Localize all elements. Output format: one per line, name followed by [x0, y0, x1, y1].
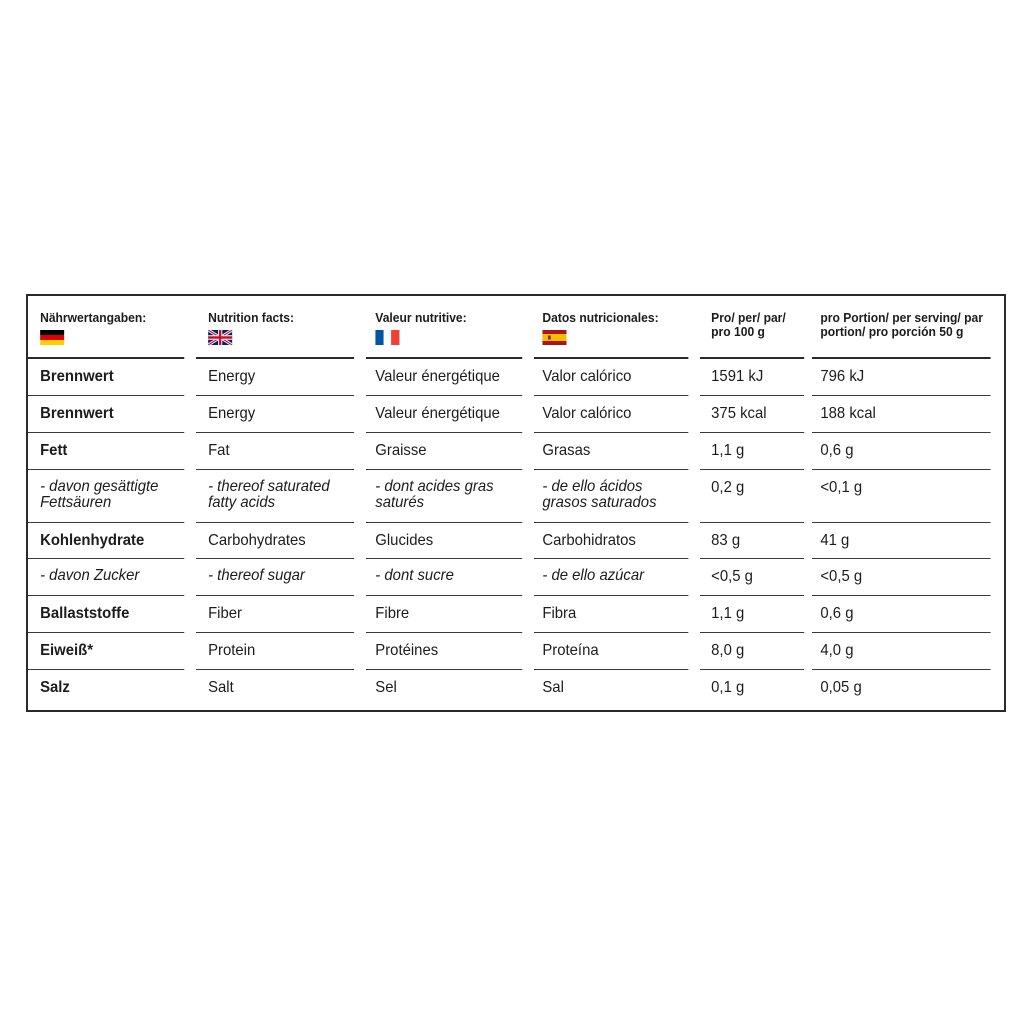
- row-value-per100: 0,1 g: [711, 679, 745, 696]
- row-value-per100: <0,5 g: [700, 559, 804, 596]
- row-label-en-line: fatty acids: [208, 494, 276, 511]
- row-label-es-line: Grasas: [542, 442, 591, 459]
- row-label-en-line: Protein: [208, 642, 256, 659]
- france-flag-icon: [375, 330, 399, 345]
- row-label-es: [534, 470, 688, 523]
- row-label-es-line: Sal: [542, 679, 564, 696]
- row-label-de: [28, 670, 184, 710]
- row-label-de-line: Eiweiß*: [40, 642, 94, 659]
- header-en: [196, 296, 354, 359]
- row-label-de: [28, 470, 184, 523]
- row-label-es-line: Valor calórico: [542, 368, 632, 385]
- row-label-fr-line: Graisse: [375, 442, 427, 459]
- row-label-en: [196, 559, 354, 596]
- row-value-portion: 4,0 g: [812, 633, 991, 670]
- row-label-fr-line: Valeur énergétique: [375, 368, 500, 385]
- row-label-es-line: - de ello azúcar: [542, 567, 645, 584]
- row-label-fr-line: - dont acides gras: [375, 478, 494, 495]
- row-label-fr-line: Glucides: [375, 532, 434, 549]
- row-label-es: [534, 559, 688, 596]
- row-label-es-line: grasos saturados: [542, 494, 657, 511]
- row-label-es-line: Proteína: [542, 642, 599, 659]
- nutrition-facts-table: [26, 294, 1006, 712]
- row-value-per100: 1,1 g: [700, 433, 804, 470]
- row-value-per100: 8,0 g: [700, 633, 804, 670]
- row-label-fr-line: Fibre: [375, 605, 410, 622]
- row-label-es: [534, 670, 688, 710]
- row-label-es-line: Carbohidratos: [542, 532, 636, 549]
- row-label-de-line: Brennwert: [40, 368, 114, 385]
- row-label-fr: [366, 396, 522, 433]
- row-value-portion: 188 kcal: [812, 396, 991, 433]
- row-label-en-line: Energy: [208, 405, 256, 422]
- row-label-es: [534, 523, 688, 559]
- row-label-de-line: Brennwert: [40, 405, 114, 422]
- row-value-portion: 0,05 g: [820, 679, 862, 696]
- row-value-portion: 796 kJ: [812, 359, 991, 396]
- row-label-fr: [366, 633, 522, 670]
- header-fr: [366, 296, 522, 359]
- row-label-de: [28, 396, 184, 433]
- row-label-en: [196, 596, 354, 633]
- row-label-es-line: Valor calórico: [542, 405, 632, 422]
- row-value-per100: 1591 kJ: [700, 359, 804, 396]
- row-label-de: [28, 433, 184, 470]
- row-label-fr: [366, 433, 522, 470]
- row-value-portion: 0,6 g: [812, 433, 991, 470]
- header-per100-line1: Pro/ per/ par/: [711, 310, 786, 325]
- row-label-de: [28, 596, 184, 633]
- row-label-fr-line: Protéines: [375, 642, 439, 659]
- row-label-fr-line: - dont sucre: [375, 567, 454, 584]
- row-label-en-line: Fat: [208, 442, 230, 459]
- row-label-de: [28, 559, 184, 596]
- header-per100-line2: pro 100 g: [711, 324, 765, 339]
- row-value-per100: 375 kcal: [700, 396, 804, 433]
- row-label-de-line: Fett: [40, 442, 68, 459]
- row-label-en-line: Fiber: [208, 605, 242, 622]
- row-label-de-line: Kohlenhydrate: [40, 532, 145, 549]
- row-label-es: [534, 396, 688, 433]
- row-label-de-line: - davon Zucker: [40, 567, 140, 584]
- row-label-de: [28, 633, 184, 670]
- row-label-en: [196, 359, 354, 396]
- row-label-fr: [366, 359, 522, 396]
- header-de: [28, 296, 184, 359]
- row-label-es: [534, 433, 688, 470]
- header-per-portion: [812, 296, 991, 359]
- uk-flag-icon: [208, 330, 232, 345]
- header-per100: [700, 296, 804, 359]
- row-label-es-line: Fibra: [542, 605, 577, 622]
- row-label-en: [196, 433, 354, 470]
- row-label-es: [534, 596, 688, 633]
- row-label-en-line: Energy: [208, 368, 256, 385]
- row-label-de: [28, 523, 184, 559]
- row-value-portion: 0,6 g: [812, 596, 991, 633]
- row-label-fr-line: Valeur énergétique: [375, 405, 500, 422]
- row-label-en-line: - thereof saturated: [208, 478, 330, 495]
- row-label-en: [196, 523, 354, 559]
- row-label-en: [196, 396, 354, 433]
- nutrition-grid: [28, 296, 1004, 710]
- spain-flag-icon: [542, 330, 566, 345]
- row-value-per100: 83 g: [700, 523, 804, 559]
- row-label-de-line: Fettsäuren: [40, 494, 112, 511]
- row-label-es: [534, 633, 688, 670]
- row-label-es-line: - de ello ácidos: [542, 478, 643, 495]
- row-label-en-line: Salt: [208, 679, 234, 696]
- header-fr-label: Valeur nutritive:: [375, 310, 467, 325]
- row-label-fr: [366, 523, 522, 559]
- header-en-label: Nutrition facts:: [208, 310, 295, 325]
- header-portion-line1: pro Portion/ per serving/ par: [820, 310, 983, 325]
- germany-flag-icon: [40, 330, 64, 345]
- row-label-fr-line: saturés: [375, 494, 425, 511]
- row-label-en: [196, 633, 354, 670]
- row-label-de-line: Ballaststoffe: [40, 605, 130, 622]
- row-label-fr: [366, 596, 522, 633]
- row-label-fr: [366, 670, 522, 710]
- row-label-en: [196, 470, 354, 523]
- row-value-portion: <0,5 g: [812, 559, 991, 596]
- header-portion-line2: portion/ pro porción 50 g: [820, 324, 964, 339]
- row-value-per100: 1,1 g: [700, 596, 804, 633]
- row-label-en-line: Carbohydrates: [208, 532, 306, 549]
- row-value-per100: 0,2 g: [700, 470, 804, 523]
- row-label-de-line: - davon gesättigte: [40, 478, 159, 495]
- row-label-es: [534, 359, 688, 396]
- row-value-portion: 41 g: [812, 523, 991, 559]
- header-de-label: Nährwertangaben:: [40, 310, 147, 325]
- row-label-en: [196, 670, 354, 710]
- row-label-fr-line: Sel: [375, 679, 397, 696]
- row-label-en-line: - thereof sugar: [208, 567, 305, 584]
- row-label-de: [28, 359, 184, 396]
- row-label-fr: [366, 470, 522, 523]
- row-label-fr: [366, 559, 522, 596]
- header-es: [534, 296, 688, 359]
- row-value-portion: <0,1 g: [812, 470, 991, 523]
- row-label-de-line: Salz: [40, 679, 70, 696]
- header-es-label: Datos nutricionales:: [542, 310, 659, 325]
